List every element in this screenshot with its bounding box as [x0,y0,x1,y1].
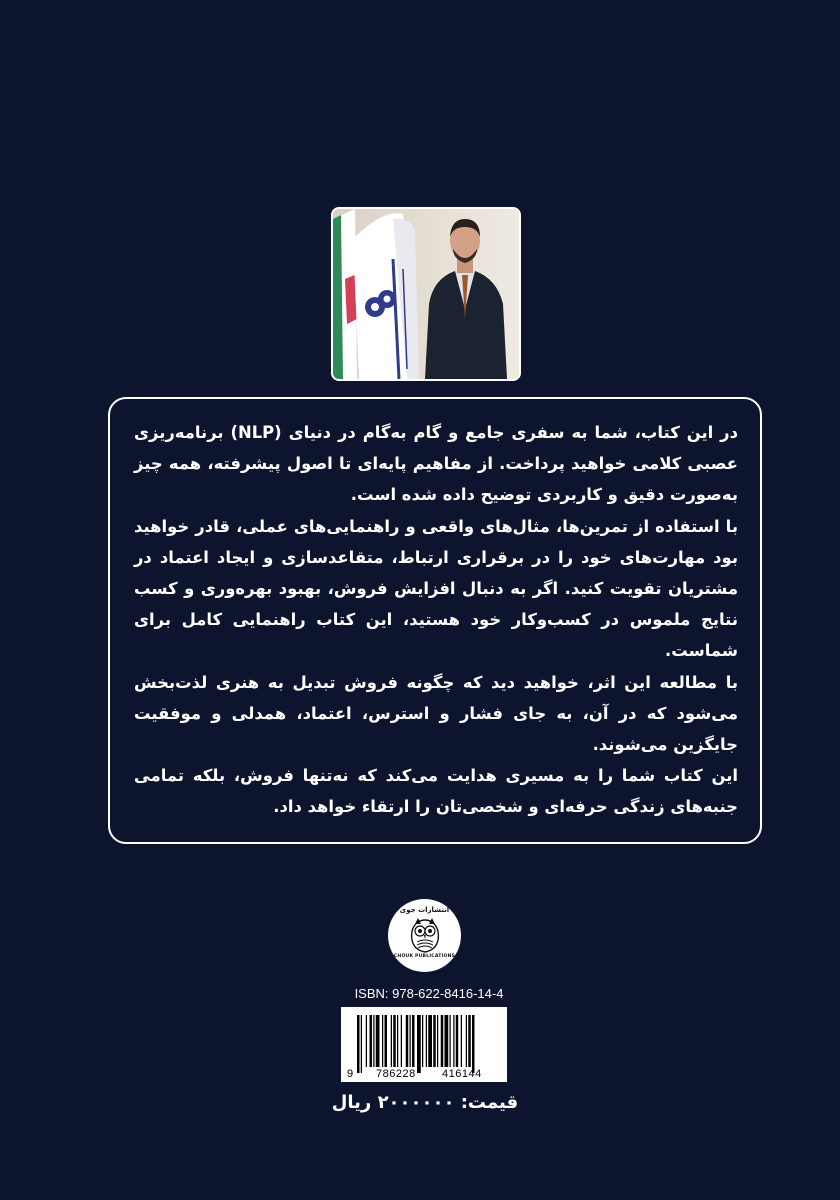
barcode-bar [428,1015,432,1067]
barcode-bar [433,1015,436,1067]
price-label: قیمت: ۲۰۰۰۰۰۰ ریال [331,1092,519,1113]
description-paragraph-4: این کتاب شما را به مسیری هدایت می‌کند که نه‌تنها فروش، بلکه تمامی جنبه‌های زندگی حرفه‌ای و شخصی‌تان را ارتقاء خواهد داد. [134,766,738,817]
owl-icon [409,916,441,954]
barcode-bar [382,1015,383,1067]
publisher-name-fa: انتشارات جوی [399,906,450,914]
publisher-name-en: CHOUK PUBLICATIONS [393,954,456,959]
barcode-bar [412,1015,415,1067]
barcode-bar [456,1015,459,1067]
author-photo [331,207,521,381]
barcode-bar [406,1015,409,1067]
barcode-digit-first: 9 [347,1068,354,1080]
barcode-bar [445,1015,449,1067]
isbn-barcode [341,1007,507,1082]
publisher-logo [388,899,461,972]
barcode-bar [426,1015,427,1067]
barcode-bar [461,1015,462,1067]
barcode-bar [391,1015,392,1067]
barcode-bar [437,1015,438,1067]
description-box [108,397,762,844]
barcode-bar [373,1015,374,1067]
barcode-bar [361,1015,362,1073]
description-paragraph-2: با استفاده از تمرین‌ها، مثال‌های واقعی و راهنمایی‌های عملی، قادر خواهید بود مهارت‌های خود را در برقراری ارتباط، متقاعدسازی و ایجاد اعتماد در مشتریان تقویت کنید. اگر به دنبال افزایش فروش، بهبود بهره‌وری و کسب نتایج ملموس در کسب‌و‌کار خود هستید، این کتاب راهنمایی کامل برای شماست. [134,516,738,661]
barcode-bar [397,1015,398,1067]
barcode-bar [366,1015,367,1067]
barcode-bar [385,1015,388,1067]
isbn-label: ISBN: 978-622-8416-14-4 [354,986,504,1001]
barcode-bar [357,1015,360,1073]
barcode-bar [370,1015,373,1067]
barcode-bar [441,1015,444,1067]
barcode-bar [410,1015,411,1067]
barcode-bar [422,1015,423,1067]
barcode-bar [401,1015,402,1067]
barcode-bar [472,1015,475,1073]
barcode-bar [417,1015,421,1073]
barcode-bar [393,1015,396,1067]
barcode-bar [450,1015,451,1067]
barcode-bar [468,1015,471,1067]
barcode-digits-group-2: 416144 [442,1068,482,1080]
description-paragraph-3: با مطالعه این اثر، خواهید دید که چگونه فروش تبدیل به هنری لذت‌بخش می‌شود که در آن، به جای فشار و استرس، اعتماد، همدلی و موفقیت جایگزین می‌شوند. [134,672,738,755]
barcode-bar [466,1015,467,1067]
barcode-bars [341,1007,507,1082]
barcode-bar [453,1015,454,1067]
description-paragraph-1: در این کتاب، شما به سفری جامع و گام به‌گام در دنیای (NLP) برنامه‌ریزی عصبی کلامی خواهید پرداخت. از مفاهیم پایه‌ای تا اصول پیشرفته، همه چیز به‌صورت دقیق و کاربردی توضیح داده شده است. [134,423,738,505]
barcode-digits-group-1: 786228 [376,1068,416,1080]
barcode-bar [376,1015,380,1067]
